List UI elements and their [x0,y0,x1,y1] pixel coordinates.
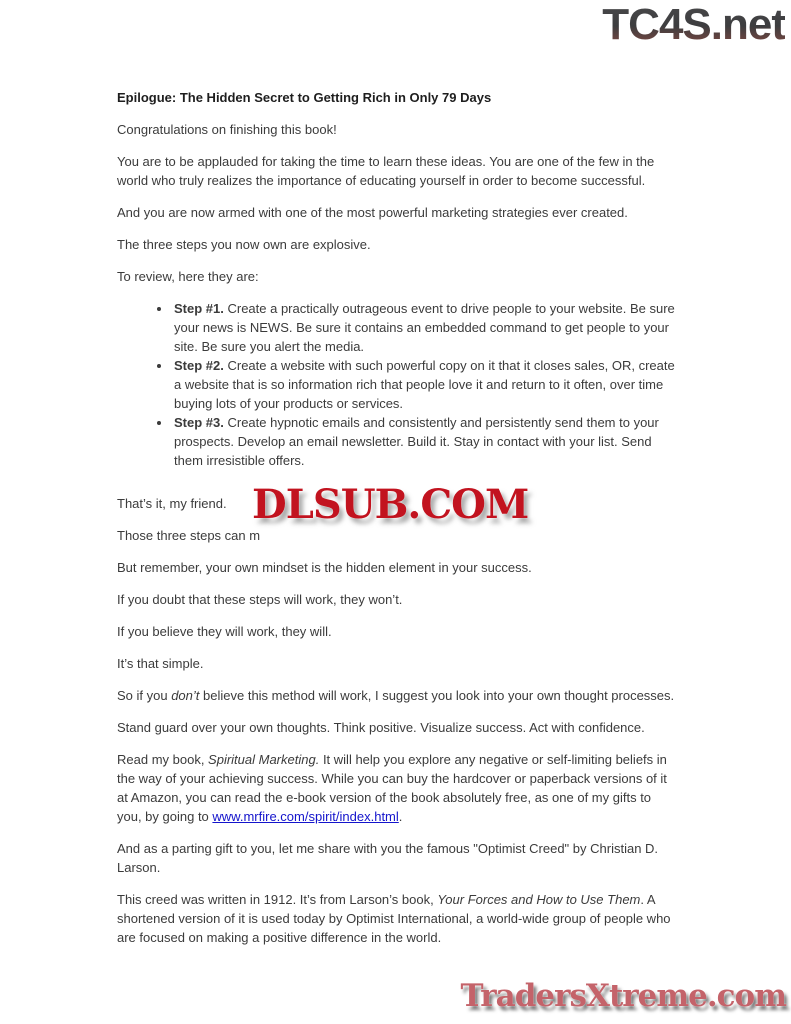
so-if-italic: don’t [171,688,200,703]
paragraph-parting-gift: And as a parting gift to you, let me share with you the famous "Optimist Creed" by Christian D. Larson. [117,841,659,875]
paragraph-armed: And you are now armed with one of the most powerful marketing strategies ever created. [117,205,628,220]
paragraph-so-if [117,686,675,705]
paragraph-congrats: Congratulations on finishing this book! [117,122,337,137]
list-item-step-3 [172,413,675,470]
read-book-seg3: . [398,809,403,824]
list-item-step-2 [172,356,675,413]
creed-seg1: This creed was written in 1912. It’s from Larson’s book, [117,892,438,907]
page-title: Epilogue: The Hidden Secret to Getting Rich in Only 79 Days [117,90,492,105]
paragraph-creed [117,890,675,947]
read-book-seg1: Read my book, [117,752,209,767]
tradersxtreme-watermark-logo: TradersXtreme.com [460,978,786,1014]
paragraph-those-three: Those three steps can m [117,528,261,543]
steps-bullet-list [117,299,675,470]
paragraph-read-book [117,750,675,826]
paragraph-thats-it: That’s it, my friend. [117,496,227,511]
creed-seg2: . A shortened version of it is used today by Optimist International, a world-wide group of people who are focused on making a positive difference in the world. [117,892,671,945]
so-if-seg2: believe this method will work, I suggest you look into your own thought processes. [199,688,675,703]
dlsub-watermark-logo: DLSUB.COM [252,481,529,528]
paragraph-stand-guard: Stand guard over your own thoughts. Think positive. Visualize success. Act with confidence. [117,720,645,735]
paragraph-to-review: To review, here they are: [117,269,259,284]
step-3-text: Create hypnotic emails and consistently and persistently send them to your prospects. Develop an email newsletter. Build it. Stay in contact with your list. Send them irresistible offers. [174,415,659,468]
quote-doubt: If you doubt that these steps will work, they won’t. [117,592,403,607]
read-book-title-italic: Spiritual Marketing. [208,752,320,767]
step-1-label: Step #1. [174,301,224,316]
tc4s-site-logo: TC4S.net [602,0,785,49]
so-if-seg1: So if you [117,688,172,703]
mrfire-link[interactable]: www.mrfire.com/spirit/index.html [212,809,399,824]
paragraph-simple: It’s that simple. [117,656,204,671]
quote-believe: If you believe they will work, they will. [117,624,332,639]
creed-book-title-italic: Your Forces and How to Use Them [437,892,641,907]
read-book-seg2: It will help you explore any negative or self-limiting beliefs in the way of your achieving success. While you can buy the hardcover or paperback versions of it at Amazon, you can read the e-book version of the book absolutely free, as one of my gifts to you, by going to [117,752,667,824]
step-1-text: Create a practically outrageous event to drive people to your website. Be sure your news is NEWS. Be sure it contains an embedded command to get people to your site. Be sure you alert the media. [174,301,675,354]
step-2-text: Create a website with such powerful copy on it that it closes sales, OR, create a website that is so information rich that people love it and return to it often, over time buying lots of your products or services. [174,358,675,411]
paragraph-three-steps: The three steps you now own are explosive. [117,237,371,252]
paragraph-but-remember: But remember, your own mindset is the hidden element in your success. [117,560,532,575]
list-item-step-1 [172,299,675,356]
step-2-label: Step #2. [174,358,224,373]
step-3-label: Step #3. [174,415,224,430]
paragraph-applauded: You are to be applauded for taking the time to learn these ideas. You are one of the few in the world who truly realizes the importance of educating yourself in order to become successful. [117,154,655,188]
